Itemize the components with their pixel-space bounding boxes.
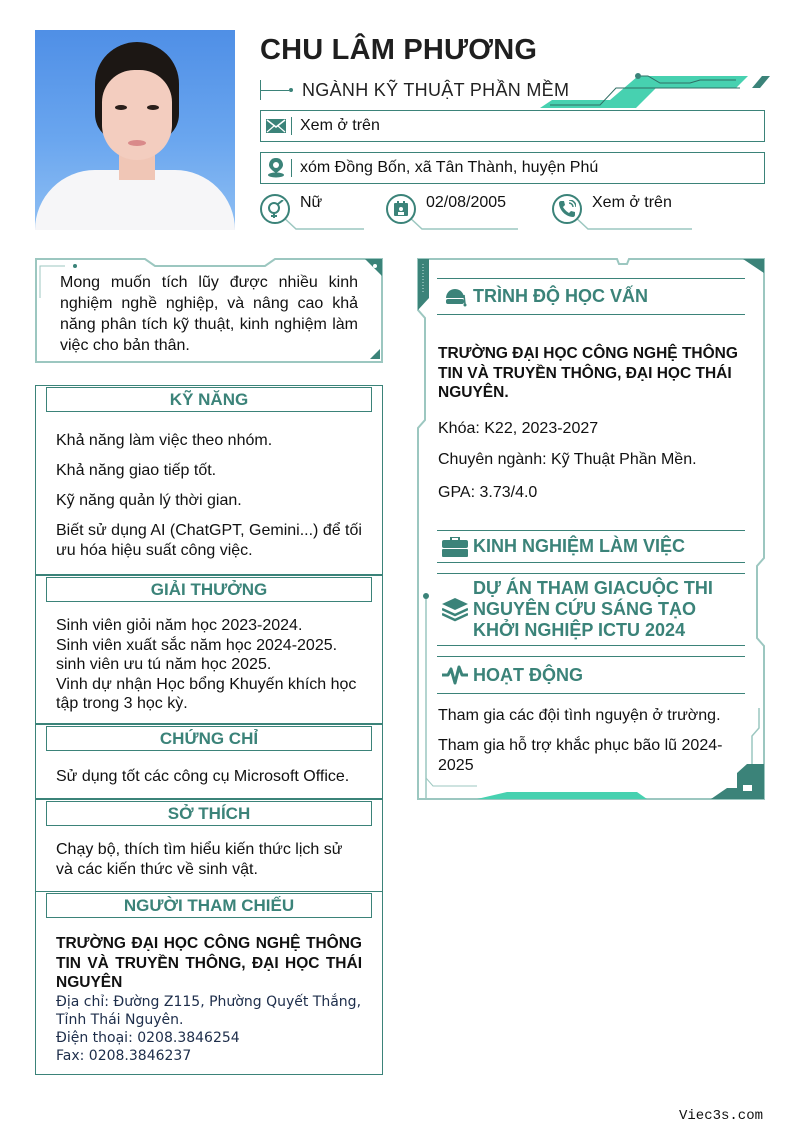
- experience-title: KINH NGHIỆM LÀM VIỆC: [473, 536, 686, 556]
- skill-item: Kỹ năng quản lý thời gian.: [56, 492, 242, 509]
- birthday-info: [386, 192, 516, 232]
- activities-title: HOẠT ĐỘNG: [473, 664, 583, 685]
- graduation-cap-icon: [437, 287, 473, 307]
- right-column: [417, 258, 765, 800]
- reference-phone: Điện thoại: 0208.3846254: [56, 1029, 240, 1046]
- layers-icon: [437, 598, 473, 622]
- gender-icon: [260, 194, 290, 224]
- gender-value: Nữ: [300, 194, 323, 211]
- education-course: Khóa: K22, 2023-2027: [438, 420, 599, 437]
- address-value: xóm Đồng Bốn, xã Tân Thành, huyện Phú: [300, 159, 599, 176]
- award-item: Sinh viên xuất sắc năm học 2024-2025.: [56, 636, 338, 654]
- hobbies-header: [46, 801, 372, 826]
- address-field: [260, 152, 765, 184]
- projects-header: [437, 573, 745, 646]
- certificates-section: [35, 724, 383, 799]
- references-header: [46, 893, 372, 918]
- references-title: NGƯỜI THAM CHIẾU: [123, 895, 295, 915]
- education-gpa: GPA: 3.73/4.0: [438, 484, 538, 501]
- email-field: [260, 110, 765, 142]
- hobby-item: Chạy bộ, thích tìm hiểu kiến thức lịch sử và các kiến thức về sinh vật.: [56, 841, 343, 878]
- education-school: TRƯỜNG ĐẠI HỌC CÔNG NGHỆ THÔNG TIN VÀ TRUYỀN THÔNG, ĐẠI HỌC THÁI NGUYÊN.: [438, 345, 738, 401]
- projects-title: DỰ ÁN THAM GIACUỘC THI NGUYÊN CỨU SÁNG TẠO KHỞI NGHIỆP ICTU 2024: [473, 578, 713, 640]
- skill-item: Khả năng giao tiếp tốt.: [56, 462, 217, 479]
- reference-org: TRƯỜNG ĐẠI HỌC CÔNG NGHỆ THÔNG TIN VÀ TRUYỀN THÔNG, ĐẠI HỌC THÁI NGUYÊN: [56, 935, 362, 991]
- phone-icon: [552, 194, 582, 224]
- awards-title: GIẢI THƯỞNG: [150, 579, 268, 599]
- footer-brand: Viec3s.com: [678, 1108, 763, 1124]
- heartbeat-icon: [437, 665, 473, 685]
- email-value: Xem ở trên: [300, 117, 380, 134]
- skill-item: Biết sử dụng AI (ChatGPT, Gemini...) để tối ưu hóa hiệu suất công việc.: [56, 522, 362, 559]
- birthday-value: 02/08/2005: [426, 194, 507, 211]
- phone-info: [552, 192, 692, 232]
- education-title: TRÌNH ĐỘ HỌC VẤN: [473, 286, 648, 306]
- award-item: Sinh viên giỏi năm học 2023-2024.: [56, 617, 303, 634]
- gender-info: [260, 192, 365, 232]
- phone-value: Xem ở trên: [592, 194, 672, 211]
- career-objective: [35, 258, 383, 363]
- skill-item: Khả năng làm việc theo nhóm.: [56, 432, 273, 449]
- activities-header: [437, 656, 745, 694]
- calendar-icon: [386, 194, 416, 224]
- awards-header: [46, 577, 372, 602]
- objective-text: Mong muốn tích lũy được nhiều kinh nghiệm nghề nghiệp, và nâng cao khả năng phân tích kỹ thuật, kinh nghiệm làm việc cho bản thân.: [60, 274, 358, 354]
- activity-item: Tham gia các đội tình nguyện ở trường.: [438, 707, 721, 724]
- briefcase-icon: [437, 537, 473, 557]
- hobbies-title: SỞ THÍCH: [167, 803, 251, 823]
- candidate-name: CHU LÂM PHƯƠNG: [260, 34, 538, 66]
- award-item: sinh viên ưu tú năm học 2025.: [56, 656, 272, 673]
- profile-photo: [35, 30, 235, 230]
- references-section: [35, 891, 383, 1075]
- award-item: Vinh dự nhận Học bổng Khuyến khích học tập trong 3 học kỳ.: [56, 675, 357, 712]
- envelope-icon: [261, 119, 291, 133]
- reference-address: Địa chỉ: Đường Z115, Phường Quyết Thắng, Tỉnh Thái Nguyên.: [56, 993, 362, 1028]
- job-title-row: [260, 78, 569, 102]
- activity-item: Tham gia hỗ trợ khắc phục bão lũ 2024-2025: [438, 737, 723, 774]
- circuit-decoration: [540, 72, 772, 112]
- experience-header: [437, 530, 745, 563]
- certificate-item: Sử dụng tốt các công cụ Microsoft Office.: [56, 768, 350, 785]
- reference-fax: Fax: 0208.3846237: [56, 1047, 192, 1064]
- awards-section: [35, 575, 383, 724]
- education-header: [437, 278, 745, 315]
- job-title: NGÀNH KỸ THUẬT PHẦN MỀM: [302, 79, 570, 100]
- skills-title: KỸ NĂNG: [169, 389, 249, 409]
- education-major: Chuyên ngành: Kỹ Thuật Phần Mền.: [438, 451, 697, 468]
- hobbies-section: [35, 799, 383, 892]
- skills-section: [35, 385, 383, 575]
- certificates-header: [46, 726, 372, 751]
- skills-header: [46, 387, 372, 412]
- map-marker-icon: [261, 158, 291, 178]
- certificates-title: CHỨNG CHỈ: [159, 728, 259, 748]
